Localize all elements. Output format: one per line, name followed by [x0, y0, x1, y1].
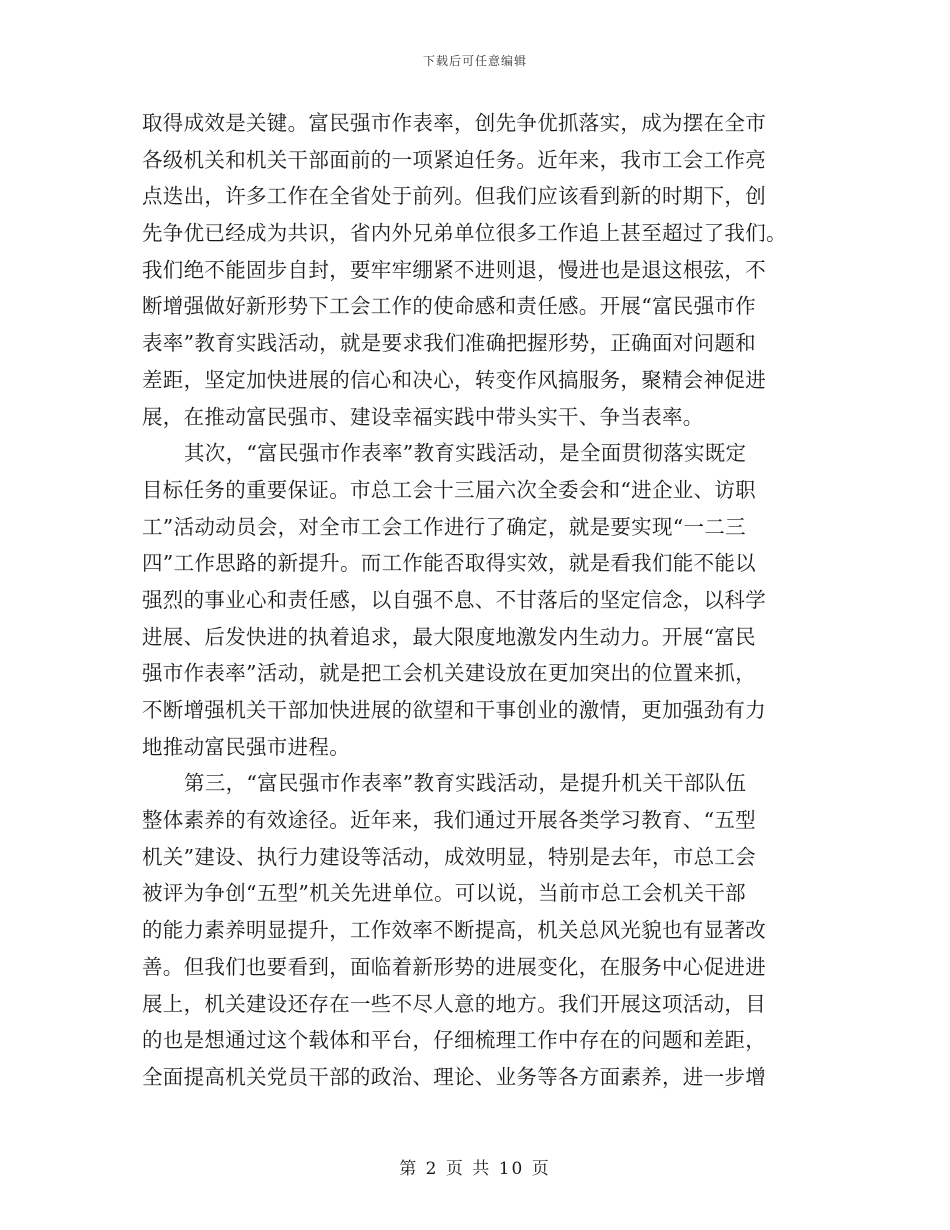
text-line: 强市作表率”活动，就是把工会机关建设放在更加突出的位置来抓， — [142, 661, 756, 686]
text-line: 善。但我们也要看到，面临着新形势的进展变化，在服务中心促进进 — [142, 954, 766, 979]
text-line: 全面提高机关党员干部的政治、理论、业务等各方面素养，进一步增 — [142, 1064, 766, 1089]
text-line: 不断增强机关干部加快进展的欲望和干事创业的激情，更加强劲有力 — [142, 698, 766, 722]
text-line: 强烈的事业心和责任感，以自强不息、不甘落后的坚定信念，以科学 — [142, 587, 766, 612]
body-text — [142, 105, 812, 1096]
text-line: 被评为争创“五型”机关先进单位。可以说，当前市总工会机关干部 — [142, 881, 746, 906]
text-line: 工”活动动员会，对全市工会工作进行了确定，就是要实现“一二三 — [142, 514, 746, 539]
text-line: 差距，坚定加快进展的信心和决心，转变作风搞服务，聚精会神促进 — [142, 367, 766, 392]
text-line: 取得成效是关键。富民强市作表率，创先争优抓落实，成为摆在全市 — [142, 111, 766, 135]
text-line: 第三，“富民强市作表率”教育实践活动，是提升机关干部队伍 — [184, 771, 747, 796]
text-line: 各级机关和机关干部面前的一项紧迫任务。近年来，我市工会工作亮 — [142, 147, 766, 172]
text-line: 地推动富民强市进程。 — [142, 734, 350, 759]
text-line: 进展、后发快进的执着追求，最大限度地激发内生动力。开展“富民 — [142, 624, 756, 649]
text-line: 整体素养的有效途径。近年来，我们通过开展各类学习教育、“五型 — [142, 808, 756, 833]
text-line: 先争优已经成为共识，省内外兄弟单位很多工作追上甚至超过了我们。 — [142, 221, 787, 246]
text-line: 展，在推动富民强市、建设幸福实践中带头实干、争当表率。 — [142, 404, 704, 429]
text-line: 机关”建设、执行力建设等活动，成效明显，特别是去年，市总工会 — [142, 844, 756, 869]
page-header: 下载后可任意编辑 — [422, 54, 527, 68]
text-line: 的能力素养明显提升，工作效率不断提高，机关总风光貌也有显著改 — [142, 918, 766, 943]
text-line: 点迭出，许多工作在全省处于前列。但我们应该看到新的时期下，创 — [142, 184, 766, 209]
text-line: 展上，机关建设还存在一些不尽人意的地方。我们开展这项活动，目 — [142, 991, 766, 1016]
text-line: 我们绝不能固步自封，要牢牢绷紧不进则退，慢进也是退这根弦，不 — [142, 257, 766, 282]
text-line: 四”工作思路的新提升。而工作能否取得实效，就是看我们能不能以 — [142, 551, 756, 576]
text-line: 目标任务的重要保证。市总工会十三届六次全委会和“进企业、访职 — [142, 477, 756, 502]
page-footer: 第 2 页 共 10 页 — [399, 1159, 551, 1179]
text-line: 断增强做好新形势下工会工作的使命感和责任感。开展“富民强市作 — [142, 294, 756, 319]
text-line: 的也是想通过这个载体和平台，仔细梳理工作中存在的问题和差距， — [142, 1028, 766, 1053]
text-line: 表率”教育实践活动，就是要求我们准确把握形势，正确面对问题和 — [142, 331, 756, 356]
text-line: 其次，“富民强市作表率”教育实践活动，是全面贯彻落实既定 — [184, 441, 747, 466]
